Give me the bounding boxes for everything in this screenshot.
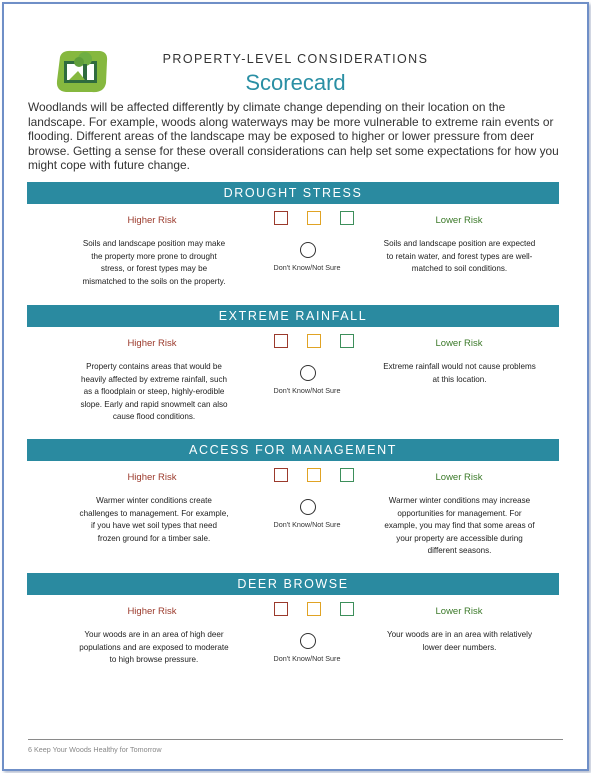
medium-risk-checkbox[interactable] bbox=[307, 468, 321, 482]
section-extreme-rainfall bbox=[27, 305, 559, 430]
higher-risk-description: Your woods are in an area of high deer populations and are exposed to moderate to high browse pressure. bbox=[79, 630, 229, 665]
section-deer-browse bbox=[27, 573, 559, 693]
low-risk-checkbox[interactable] bbox=[340, 468, 354, 482]
low-risk-checkbox[interactable] bbox=[340, 211, 354, 225]
rating-boxes bbox=[274, 211, 354, 226]
lower-risk-label: Lower Risk bbox=[435, 338, 483, 349]
lower-risk-label: Lower Risk bbox=[435, 606, 483, 617]
lower-risk-description: Soils and landscape position are expected to retain water, and forest types are well-matched to soil conditions. bbox=[383, 239, 536, 274]
low-risk-checkbox[interactable] bbox=[340, 602, 354, 616]
section-drought-stress bbox=[27, 182, 559, 302]
higher-risk-description: Property contains areas that would be heavily affected by extreme rainfall, such as a floodplain or steep, highly-erodible slope. Early and rapid snowmelt can also cause flood conditions. bbox=[80, 362, 228, 422]
footer-divider bbox=[28, 739, 563, 740]
rating-boxes bbox=[274, 334, 354, 349]
unsure-label: Don't Know/Not Sure bbox=[273, 520, 341, 529]
section-access-for-management bbox=[27, 439, 559, 564]
unsure-label: Don't Know/Not Sure bbox=[273, 654, 341, 663]
lower-risk-description: Your woods are in an area with relatively lower deer numbers. bbox=[386, 630, 533, 652]
high-risk-checkbox[interactable] bbox=[274, 211, 288, 225]
lower-risk-description: Warmer winter conditions may increase opportunities for management. For example, you may find that some areas of your property are accessible during different seasons. bbox=[384, 496, 535, 556]
unsure-label: Don't Know/Not Sure bbox=[273, 263, 341, 272]
low-risk-checkbox[interactable] bbox=[340, 334, 354, 348]
higher-risk-label: Higher Risk bbox=[127, 472, 177, 483]
unsure-radio[interactable] bbox=[300, 633, 316, 649]
medium-risk-checkbox[interactable] bbox=[307, 211, 321, 225]
unsure-radio[interactable] bbox=[300, 242, 316, 258]
section-title: DROUGHT STRESS bbox=[27, 182, 559, 204]
higher-risk-description: Soils and landscape position may make the property more prone to drought stress, or forest types may be mismatched to the soils on the property. bbox=[82, 239, 226, 286]
section-title: ACCESS FOR MANAGEMENT bbox=[27, 439, 559, 461]
lower-risk-label: Lower Risk bbox=[435, 472, 483, 483]
unsure-radio[interactable] bbox=[300, 499, 316, 515]
lower-risk-label: Lower Risk bbox=[435, 215, 483, 226]
high-risk-checkbox[interactable] bbox=[274, 602, 288, 616]
higher-risk-label: Higher Risk bbox=[127, 215, 177, 226]
lower-risk-description: Extreme rainfall would not cause problems at this location. bbox=[383, 362, 536, 384]
unsure-label: Don't Know/Not Sure bbox=[273, 386, 341, 395]
unsure-radio[interactable] bbox=[300, 365, 316, 381]
higher-risk-label: Higher Risk bbox=[127, 606, 177, 617]
page-footer: 6 Keep Your Woods Healthy for Tomorrow bbox=[28, 745, 162, 754]
high-risk-checkbox[interactable] bbox=[274, 334, 288, 348]
page-title: Scorecard bbox=[245, 70, 346, 95]
rating-boxes bbox=[274, 602, 354, 617]
higher-risk-label: Higher Risk bbox=[127, 338, 177, 349]
section-title: EXTREME RAINFALL bbox=[27, 305, 559, 327]
page-kicker: PROPERTY-LEVEL CONSIDERATIONS bbox=[162, 52, 429, 66]
medium-risk-checkbox[interactable] bbox=[307, 602, 321, 616]
higher-risk-description: Warmer winter conditions create challenges to management. For example, if you have wet soil types that need frozen ground for a timber sale. bbox=[79, 496, 229, 543]
rating-boxes bbox=[274, 468, 354, 483]
high-risk-checkbox[interactable] bbox=[274, 468, 288, 482]
medium-risk-checkbox[interactable] bbox=[307, 334, 321, 348]
intro-paragraph: Woodlands will be affected differently by climate change depending on their location on the landscape. For example, woods along waterways may be more vulnerable to extreme rain events or flooding. Different areas of the landscape may be exposed to higher or lower pressure from deer browse. Getting a sense for these overall considerations can help set some expectations for how you might cope with future change. bbox=[28, 100, 559, 173]
section-title: DEER BROWSE bbox=[27, 573, 559, 595]
